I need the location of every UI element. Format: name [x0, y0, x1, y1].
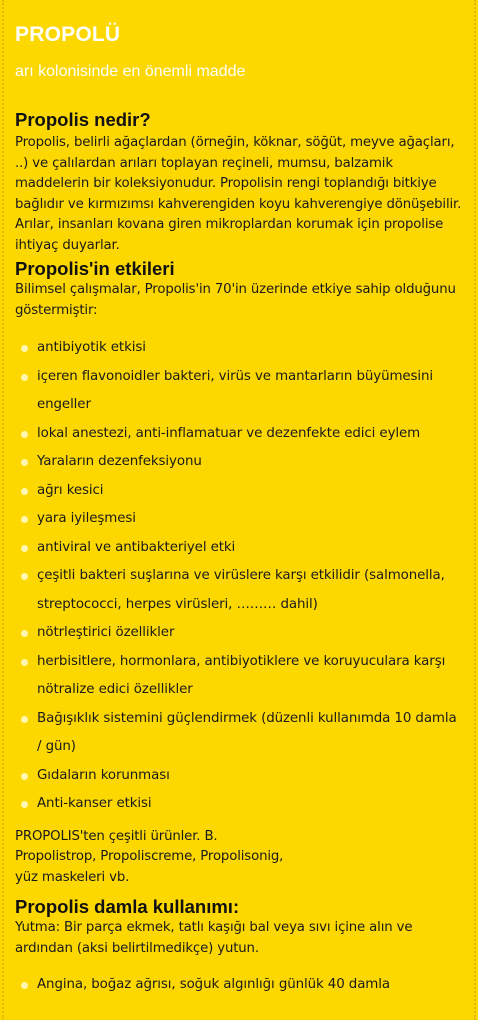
list-item: içeren flavonoidler bakteri, virüs ve mantarların büyümesini engeller: [15, 363, 465, 420]
list-item: Yaraların dezenfeksiyonu: [15, 448, 465, 477]
paragraph: Yutma: Bir parça ekmek, tatlı kaşığı bal veya sıvı içine alın ve ardından (aksi belirtilmedikçe) yutun.: [15, 920, 413, 956]
list-item: antibiyotik etkisi: [15, 334, 465, 363]
section-drop-usage: [15, 896, 465, 1000]
section-heading: Propolis'in etkileri: [15, 258, 175, 279]
list-item: Angina, boğaz ağrısı, soğuk algınlığı günlük 40 damla: [15, 971, 465, 1000]
paragraph-line: PROPOLIS'ten çeşitli ürünler. B.: [15, 828, 218, 844]
section-heading: Propolis damla kullanımı:: [15, 896, 240, 917]
list-item: Anti-kanser etkisi: [15, 790, 465, 819]
list-item: çeşitli bakteri suşlarına ve virüslere karşı etkilidir (salmonella, streptococci, herpes virüsleri, ……… dahil): [15, 562, 465, 619]
section-heading: Propolis nedir?: [15, 109, 151, 130]
paragraph: Arılar, insanları kovana giren mikroplardan korumak için propolise ihtiyaç duyarlar.: [15, 217, 444, 253]
list-item: antiviral ve antibakteriyel etki: [15, 534, 465, 563]
section-effects: [15, 258, 465, 819]
effects-list: [15, 334, 465, 819]
list-item: yara iyileşmesi: [15, 505, 465, 534]
list-item: Gıdaların korunması: [15, 762, 465, 791]
section-what-is-propolis: [15, 109, 465, 256]
page-title: PROPOLÜ: [15, 23, 121, 46]
products-paragraph: [15, 827, 465, 889]
list-item: Bağışıklık sistemini güçlendirmek (düzenli kullanımda 10 damla / gün): [15, 705, 465, 762]
list-item: herbisitlere, hormonlara, antibiyotiklere ve koruyuculara karşı nötralize edici özellikler: [15, 648, 465, 705]
list-item: lokal anestezi, anti-inflamatuar ve dezenfekte edici eylem: [15, 420, 465, 449]
paragraph-line: yüz maskeleri vb.: [15, 869, 130, 885]
page-subtitle: arı kolonisinde en önemli madde: [15, 63, 246, 80]
list-item: nötrleştirici özellikler: [15, 619, 465, 648]
paragraph: Propolis, belirli ağaçlardan (örneğin, köknar, söğüt, meyve ağaçları, ..) ve çalılardan arıları toplayan reçineli, mumsu, balzamik maddelerin bir koleksiyonudur. Propolisin rengi toplandığı bitkiye bağlıdır ve kırmızımsı kahverengiden koyu kahverengiye dönüşebilir.: [15, 135, 462, 212]
paragraph-line: Propolistrop, Propoliscreme, Propolisonig,: [15, 849, 284, 864]
list-item: ağrı kesici: [15, 477, 465, 506]
article: [15, 22, 465, 1000]
usage-list: [15, 971, 465, 1000]
paragraph: Bilimsel çalışmalar, Propolis'in 70'in üzerinde etkiye sahip olduğunu göstermiştir:: [15, 282, 456, 318]
